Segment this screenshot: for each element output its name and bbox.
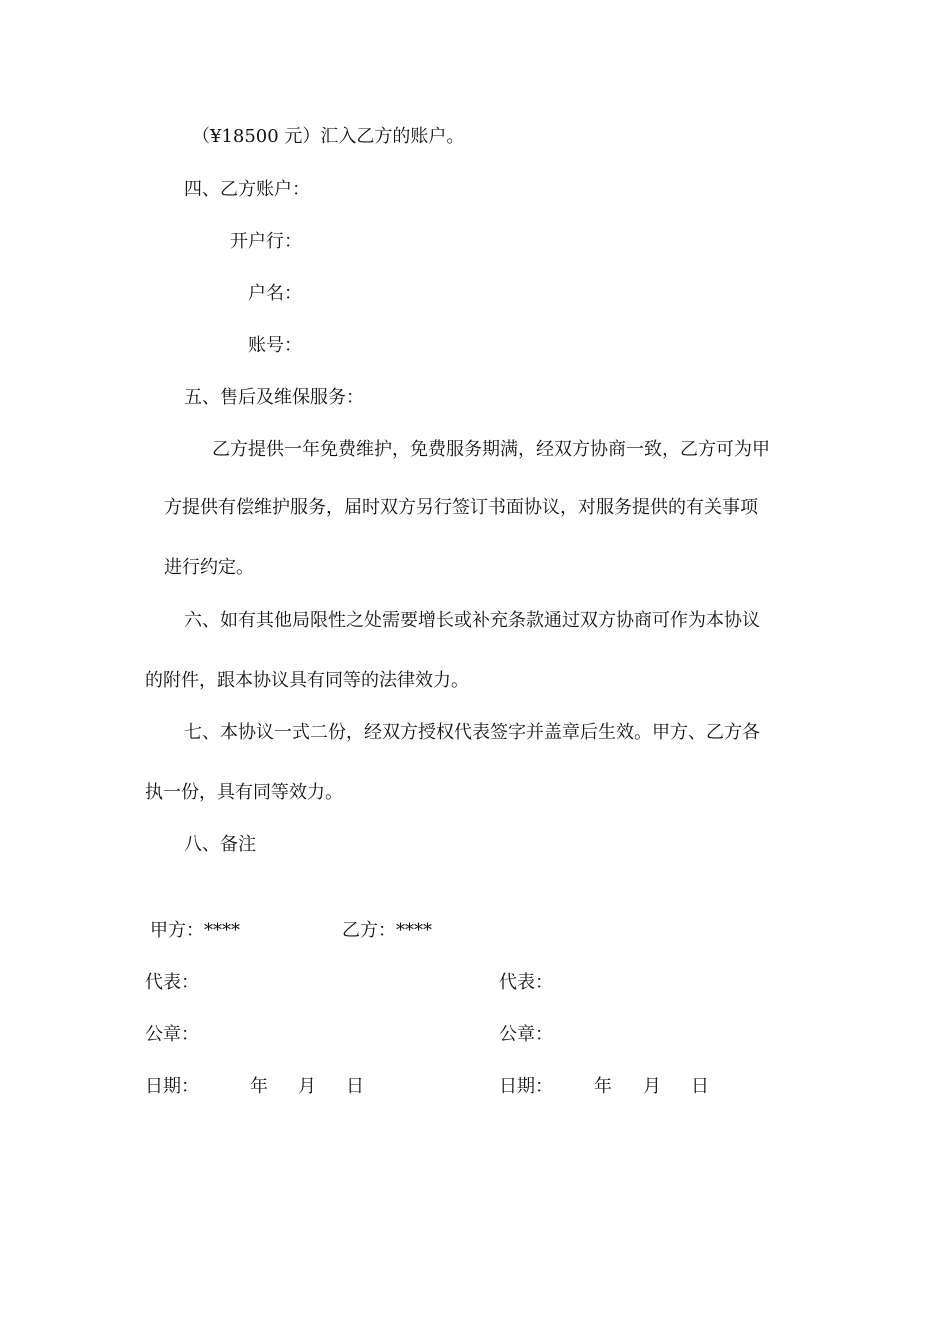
party-b-label: 乙方：**** (342, 920, 432, 941)
account-number-label: 账号： (248, 335, 302, 356)
party-a-date-label: 日期： (145, 1076, 199, 1097)
party-b-seal-label: 公章： (499, 1024, 553, 1045)
section-5-line-2: 方提供有偿维护服务，届时双方另行签订书面协议，对服务提供的有关事项 (164, 497, 758, 518)
account-name-label: 户名： (248, 283, 302, 304)
section-7-line-2: 执一份，具有同等效力。 (145, 782, 343, 803)
section-4-title: 四、乙方账户： (184, 179, 310, 200)
bank-label: 开户行： (230, 231, 302, 252)
party-a-seal-label: 公章： (145, 1024, 199, 1045)
party-a-year-label: 年 (250, 1076, 268, 1097)
section-5-line-1: 乙方提供一年免费维护，免费服务期满，经双方协商一致，乙方可为甲 (212, 439, 770, 460)
section-5-line-3: 进行约定。 (164, 557, 254, 578)
party-a-day-label: 日 (346, 1076, 364, 1097)
section-5-title: 五、售后及维保服务： (184, 387, 364, 408)
party-a-representative-label: 代表： (145, 972, 199, 993)
party-a-month-label: 月 (298, 1076, 316, 1097)
party-b-year-label: 年 (594, 1076, 612, 1097)
party-b-representative-label: 代表： (499, 972, 553, 993)
party-b-day-label: 日 (691, 1076, 709, 1097)
party-b-date-label: 日期： (499, 1076, 553, 1097)
section-6-line-1: 六、如有其他局限性之处需要增长或补充条款通过双方协商可作为本协议 (184, 610, 760, 631)
section-8-title: 八、备注 (184, 834, 256, 855)
payment-amount-text: （¥18500 元）汇入乙方的账户。 (192, 126, 465, 147)
party-b-month-label: 月 (643, 1076, 661, 1097)
section-7-line-1: 七、本协议一式二份，经双方授权代表签字并盖章后生效。甲方、乙方各 (184, 722, 760, 743)
section-6-line-2: 的附件，跟本协议具有同等的法律效力。 (145, 670, 469, 691)
party-a-label: 甲方：**** (150, 920, 240, 941)
